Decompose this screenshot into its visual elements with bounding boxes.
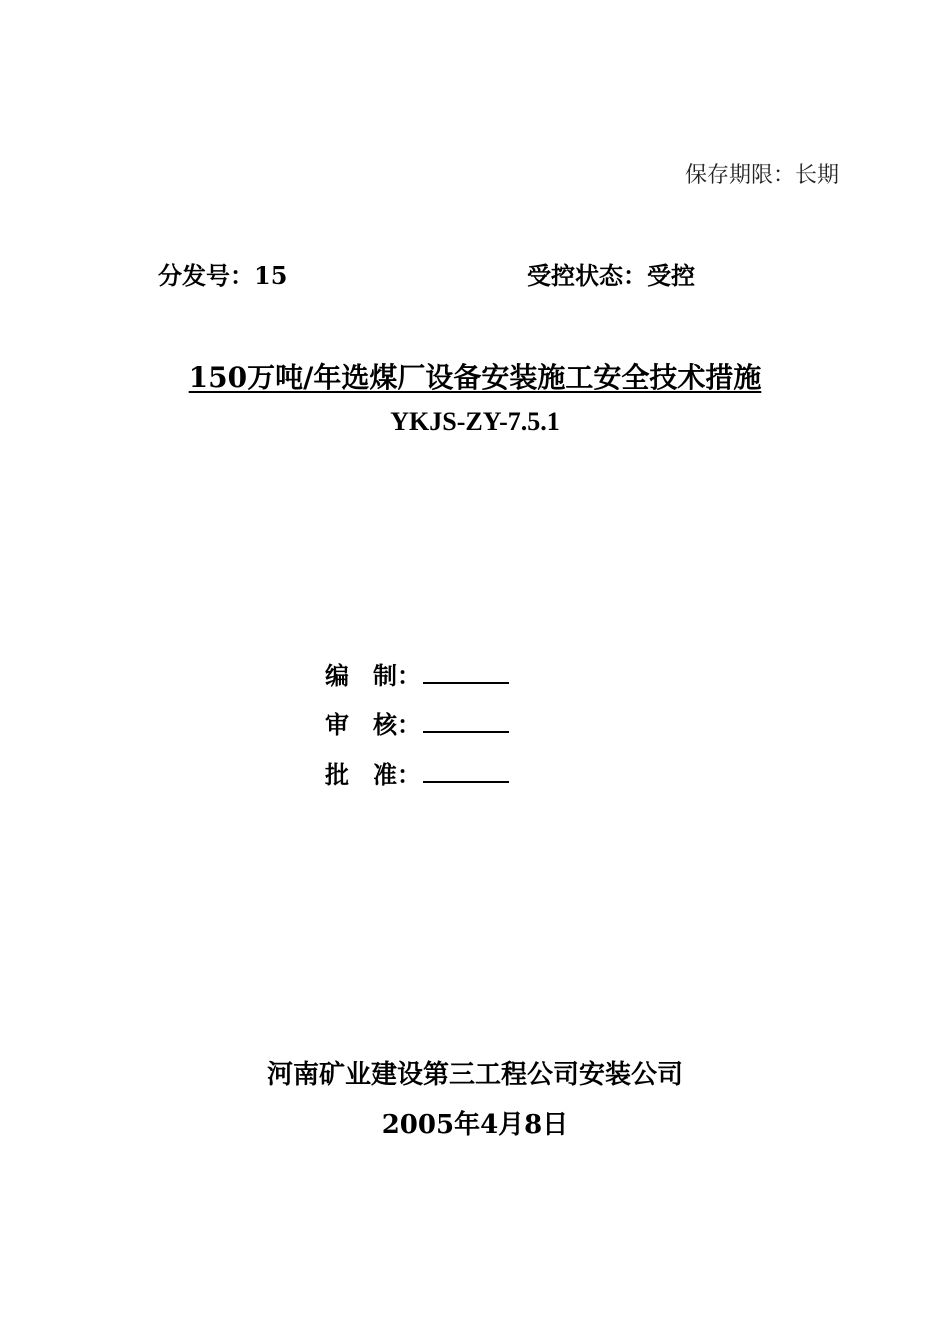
distribution-separator: ： — [230, 261, 254, 290]
signature-row-compiled — [325, 656, 509, 691]
signature-row-reviewed — [325, 705, 509, 740]
signature-label: 批 准： — [325, 760, 421, 789]
document-title — [0, 356, 950, 396]
distribution-value: 15 — [254, 261, 288, 290]
document-title-text: 150万吨/年选煤厂设备安装施工安全技术措施 — [188, 361, 762, 394]
signature-label: 审 核： — [325, 710, 421, 739]
signature-row-approved — [325, 755, 509, 790]
distribution-number — [158, 256, 287, 291]
signature-label: 编 制： — [325, 661, 421, 690]
control-status-label: 受控状态： — [527, 261, 647, 290]
distribution-label: 分发号 — [158, 261, 230, 290]
control-status-value: 受控 — [647, 261, 695, 290]
signature-blank-line — [423, 709, 509, 733]
retention-period: 保存期限：长期 — [684, 163, 839, 188]
signature-blank-line — [423, 660, 509, 684]
signature-blank-line — [423, 759, 509, 783]
document-code: YKJS-ZY-7.5.1 — [390, 407, 560, 436]
control-status — [527, 256, 695, 291]
issue-date: 2005年4月8日 — [381, 1110, 569, 1140]
company-name: 河南矿业建设第三工程公司安装公司 — [266, 1060, 683, 1090]
